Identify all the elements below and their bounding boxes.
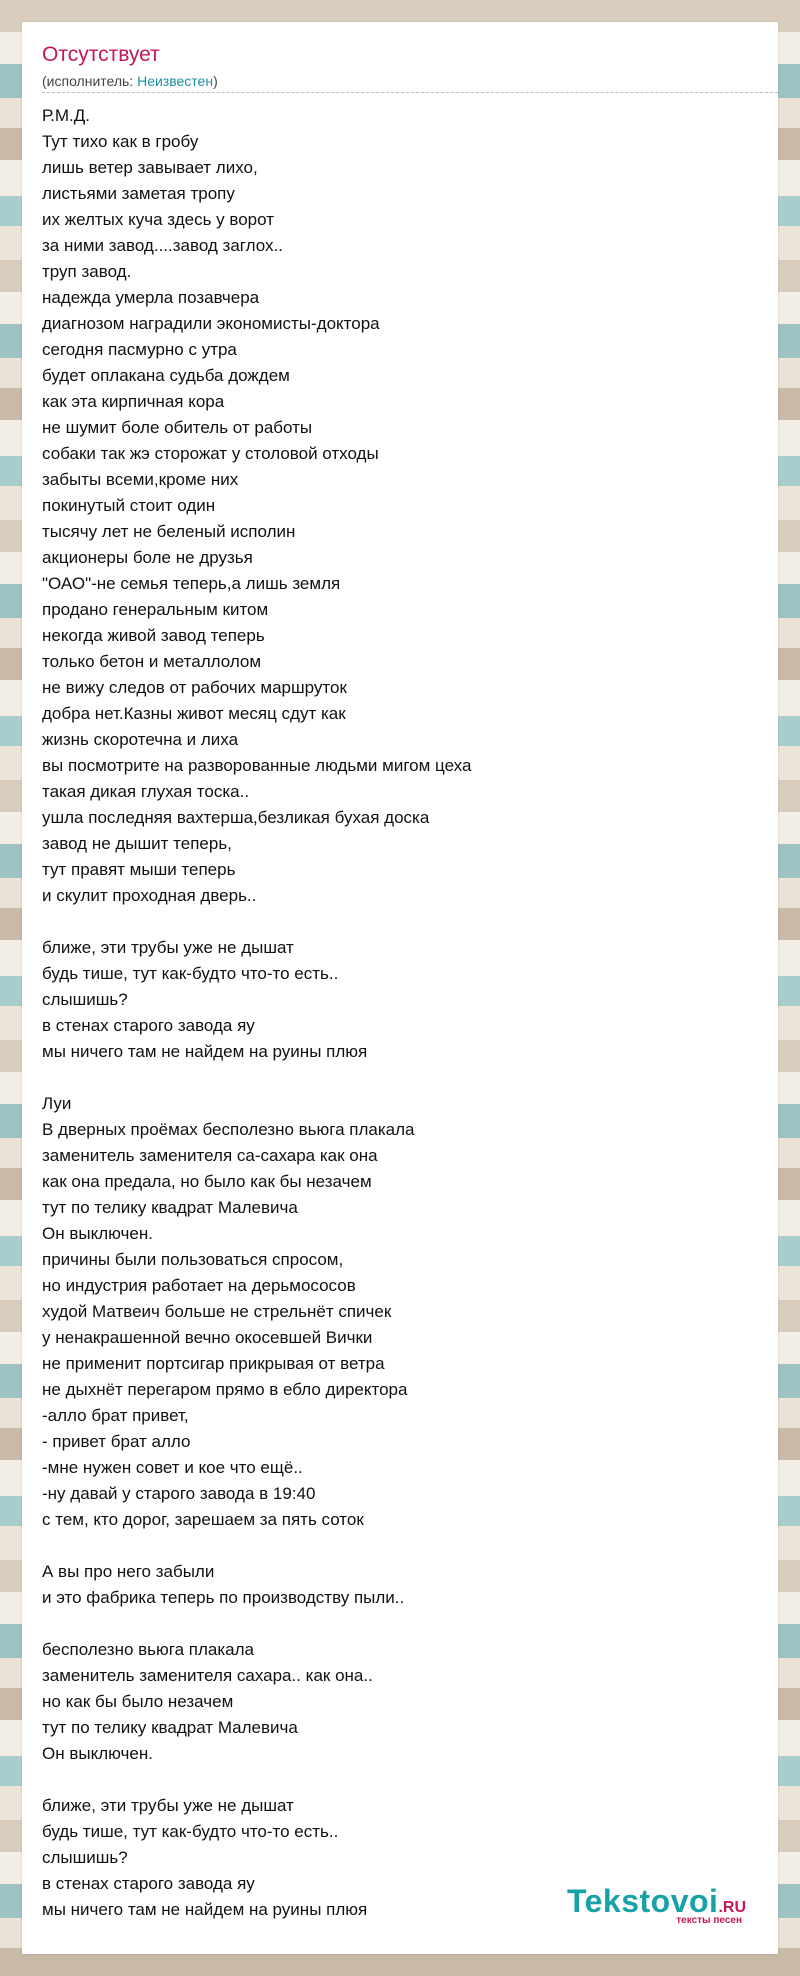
title-divider	[42, 92, 778, 93]
content-card	[22, 22, 778, 1954]
logo-tld: .RU	[718, 1899, 746, 1916]
artist-line	[42, 72, 218, 90]
artist-link[interactable]: Неизвестен	[137, 73, 214, 89]
logo-subtitle: тексты песен	[676, 1915, 742, 1926]
song-title: Отсутствует	[42, 43, 160, 66]
artist-prefix: (исполнитель:	[42, 73, 138, 89]
artist-suffix: )	[213, 73, 218, 89]
lyrics-text: Р.М.Д. Тут тихо как в гробу лишь ветер завывает лихо, листьями заметая тропу их желтых куча здесь у ворот за ними завод....завод заглох.. труп завод. надежда умерла позавчера диагнозом наградили экономисты-доктора сегодня пасмурно с утра будет оплакана судьба дождем как эта кирпичная кора не шумит боле обитель от работы собаки так жэ сторожат у столовой отходы забыты всеми,кроме них покинутый стоит один тысячу лет не беленый исполин акционеры боле не друзья "ОАО"-не семья теперь,а лишь земля продано генеральным китом некогда живой завод теперь только бетон и металлолом не вижу следов от рабочих маршруток добра нет.Казны живот месяц сдут как жизнь скоротечна и лиха вы посмотрите на разворованные людьми мигом цеха такая дикая глухая тоска.. ушла последняя вахтерша,безликая бухая доска завод не дышит теперь, тут правят мыши теперь и скулит проходная дверь.. ближе, эти трубы уже не дышат будь тише, тут как-будто что-то есть.. слышишь? в стенах старого завода яу мы ничего там не найдем на руины плюя Луи В дверных проёмах бесполезно вьюга плакала заменитель заменителя са-сахара как она как она предала, но было как бы незачем тут по телику квадрат Малевича Он выключен. причины были пользоваться спросом, но индустрия работает на дерьмососов худой Матвеич больше не стрельнёт спичек у ненакрашенной вечно окосевшей Вички не применит портсигар прикрывая от ветра не дыхнёт перегаром прямо в ебло директора -алло брат привет, - привет брат алло -мне нужен совет и кое что ещё.. -ну давай у старого завода в 19:40 с тем, кто дорог, зарешаем за пять соток А вы про него забыли и это фабрика теперь по производству пыли.. бесполезно вьюга плакала заменитель заменителя сахара.. как она.. но как бы было незачем тут по телику квадрат Малевича Он выключен. ближе, эти трубы уже не дышат будь тише, тут как-будто что-то есть.. слышишь? в стенах старого завода яу мы ничего там не найдем на руины плюя	[42, 106, 472, 1919]
logo-wordmark: Tekstovoi	[566, 1883, 719, 1919]
site-logo[interactable]	[546, 1883, 746, 1926]
